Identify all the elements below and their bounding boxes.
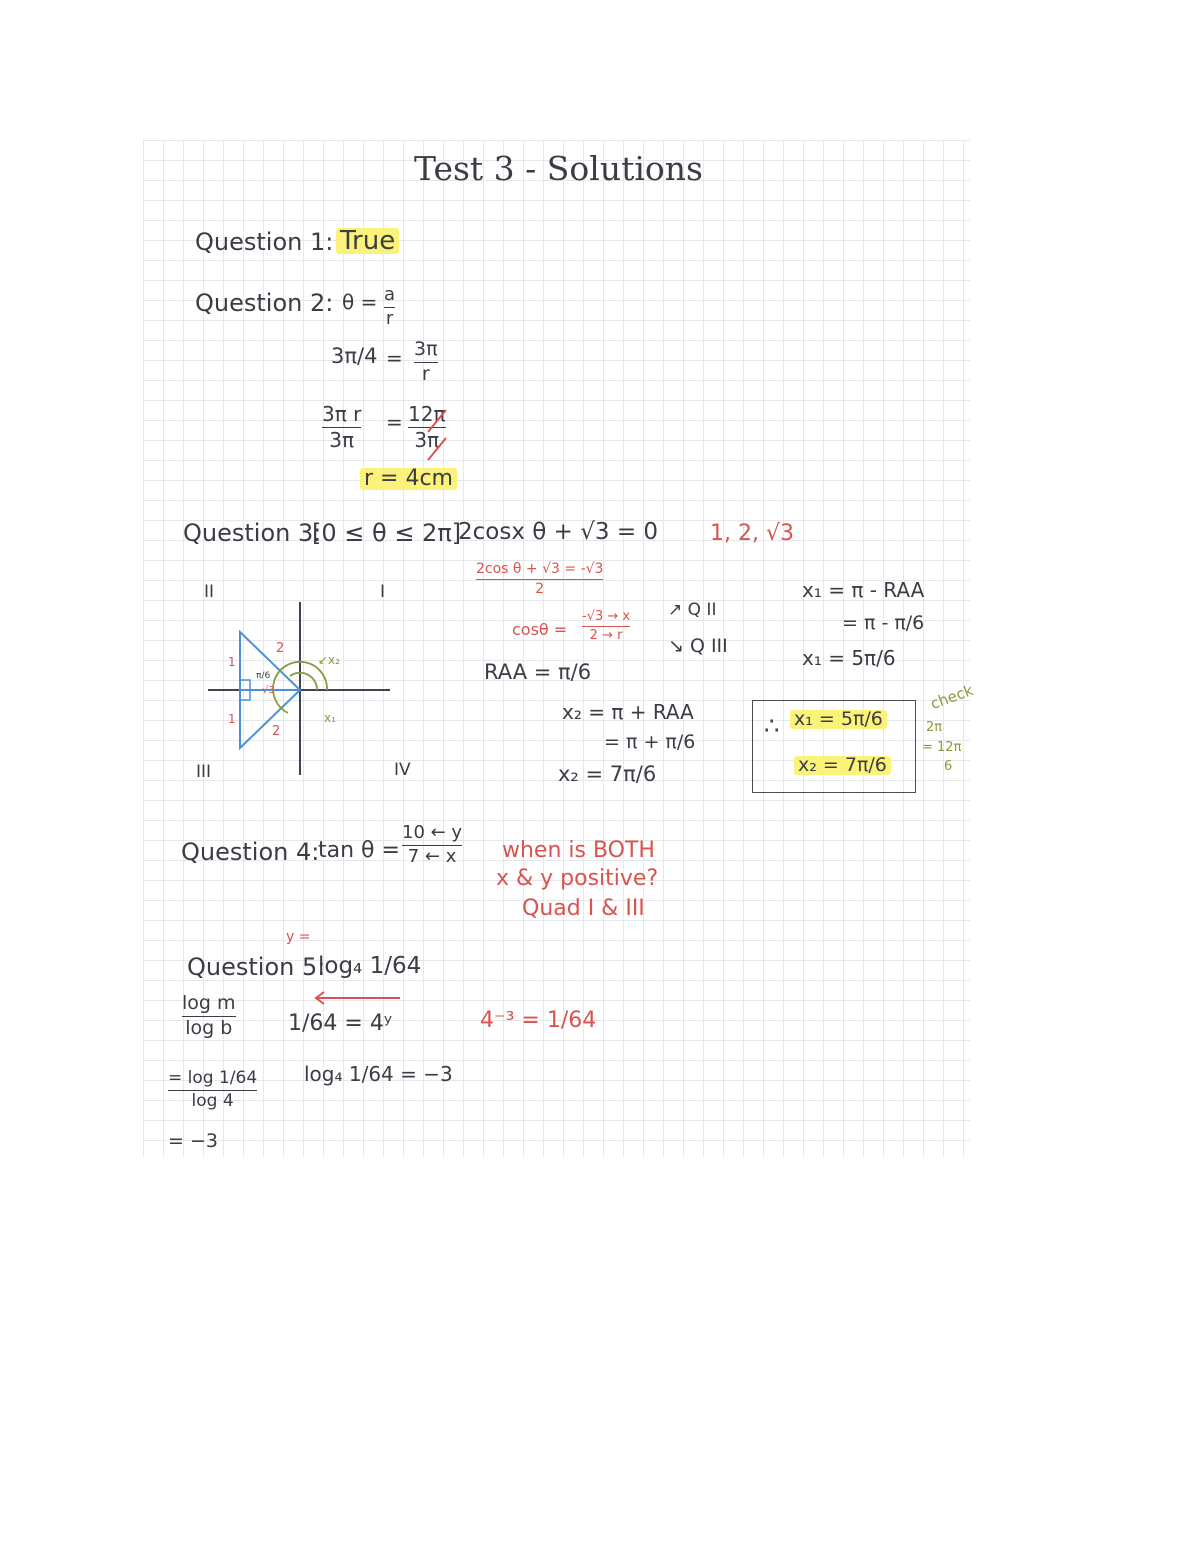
q5-conversion-2: log₄ 1/64 = −3 [304,1062,453,1086]
q5-rule-den: log b [185,1016,233,1039]
q3-domain: [0 ≤ θ ≤ 2π] [312,519,462,547]
q5-label: Question 5: [187,953,326,981]
q5-conversion-1: 1/64 = 4ʸ [288,1011,393,1036]
q3-quad-a: ↗ Q II [668,600,717,620]
q3-x1-line3: x₁ = 5π/6 [802,646,896,670]
q4-note-line3: Quad I & III [522,896,645,921]
q5-alt-result: = −3 [168,1130,218,1152]
q3-check-line3: 6 [944,759,953,774]
q3-quad-b: ↘ Q III [668,635,728,657]
q2-step1-num: 3π [414,338,438,360]
q2-step1-eq: = [386,346,403,370]
q5-alt-fraction [168,1070,257,1111]
q2-step2-den-right: 3π [414,428,440,452]
q3-raa: RAA = π/6 [484,660,592,684]
q3-x1-line1: x₁ = π - RAA [802,578,925,602]
diagram-x2-label: ↙x₂ [318,653,340,667]
diagram-side-bottom: 2 [272,724,281,739]
q2-formula-lhs: θ = [342,290,378,314]
q3-x2-line1: x₂ = π + RAA [562,700,694,724]
diagram-leg-top: 1 [228,655,236,669]
q2-step1-left: 3π/4 [331,344,378,368]
q4-den: 7 ← x [407,845,457,867]
page-title: Test 3 - Solutions [414,149,703,188]
q2-step2-den-left: 3π [329,428,355,452]
q3-check-line1: 2π [926,720,943,735]
q2-step2-eq: = [386,410,403,434]
q2-step1-den: r [421,362,430,385]
diagram-quad-4: IV [394,760,411,780]
q5-y-note: y = [286,929,311,945]
q3-therefore: ∴ [764,712,780,740]
diagram-angle-label: π/6 [256,671,271,681]
q5-expression: log₄ 1/64 [318,953,422,979]
q4-lhs: tan θ = [318,838,400,863]
q3-check-line2: = 12π [922,740,962,755]
q3-label: Question 3: [183,519,322,547]
q4-note-line1: when is BOTH [502,838,655,863]
q2-label: Question 2: [195,289,334,317]
q3-x1-line2: = π - π/6 [842,612,925,634]
q3-final-x2: x₂ = 7π/6 [794,756,891,775]
q3-cos-den: 2 → r [589,627,623,643]
diagram-quad-1: I [380,582,386,602]
q4-label: Question 4: [181,838,320,866]
q2-formula-num: a [384,284,396,305]
q3-cos-lhs: cosθ = [512,620,568,639]
q3-work-den-left: 2 [535,580,545,597]
q3-x2-line2: = π + π/6 [604,731,696,753]
q3-cos-num: -√3 → x [582,609,631,624]
diagram-quad-2: II [204,582,215,602]
q5-check: 4⁻³ = 1/64 [480,1008,597,1033]
q4-num: 10 ← y [402,822,463,843]
q2-answer: r = 4cm [360,468,457,490]
q2-step2-num-right: 12π [408,402,446,426]
q5-rule-fraction [182,994,236,1039]
diagram-x1-label: x₁ [324,711,336,725]
q4-note-line2: x & y positive? [496,866,659,891]
diagram-leg-bottom: 1 [228,712,236,726]
q3-hint: 1, 2, √3 [710,521,794,546]
q3-work-num: 2cos θ + √3 = -√3 [476,561,604,577]
diagram-adjacent-label: √3 [262,685,275,696]
q2-step2-num-left: 3π r [322,402,362,426]
q3-x2-line3: x₂ = 7π/6 [558,762,657,786]
diagram-quad-3: III [196,762,212,782]
q2-formula-den: r [385,307,394,329]
q5-alt-den: log 4 [191,1090,234,1111]
q1-label: Question 1: [195,228,334,256]
q3-equation: 2cosx θ + √3 = 0 [458,519,659,545]
q3-check-label: check [928,681,976,713]
q3-final-x1: x₁ = 5π/6 [790,710,887,729]
q5-rule-num: log m [182,992,236,1014]
q5-alt-num: = log 1/64 [168,1068,258,1088]
q1-answer: True [336,228,399,254]
diagram-side-top: 2 [276,641,285,656]
